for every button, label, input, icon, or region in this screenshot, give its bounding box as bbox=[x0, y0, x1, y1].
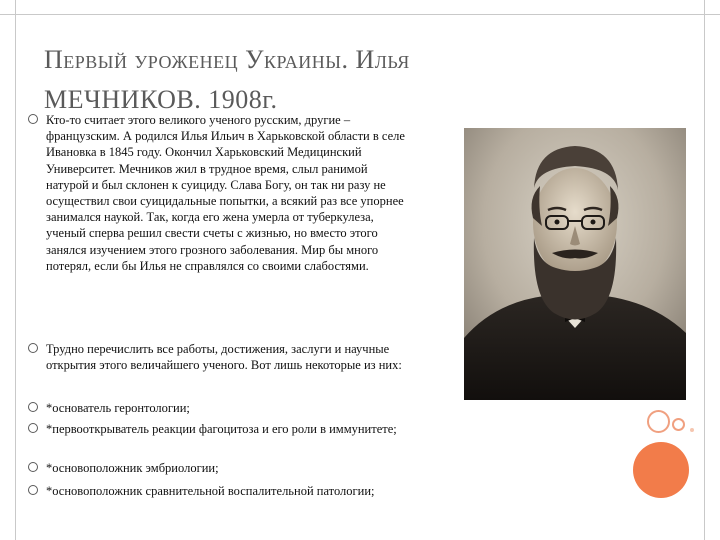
bullet-circle-icon bbox=[28, 114, 38, 124]
portrait-image bbox=[464, 128, 686, 400]
bullet-circle-icon bbox=[28, 343, 38, 353]
bullet-circle-icon bbox=[28, 485, 38, 495]
bullet-circle-icon bbox=[28, 462, 38, 472]
frame-line-right bbox=[704, 0, 705, 540]
bullet-circle-icon bbox=[28, 423, 38, 433]
decor-circle-ring bbox=[647, 410, 670, 433]
decor-circle-dot bbox=[690, 428, 694, 432]
slide-title-line1: Первый уроженец Украины. Илья bbox=[44, 45, 410, 74]
bullet-circle-icon bbox=[28, 402, 38, 412]
portrait-photo bbox=[464, 128, 686, 400]
decor-circle-ring-small bbox=[672, 418, 685, 431]
bullet-text: *основоположник эмбриологии; bbox=[46, 461, 219, 475]
bullet-text: Кто-то считает этого великого ученого русским, другие – французским. А родился Илья Ильич в Харьковской области в селе Ивановка в 1845 году. Окончил Харьковский Медицинский Университет. Мечников жил в трудное время, слыл ранимой натурой и был склонен к суициду. Слава Богу, он так ни разу не осуществил свои суицидальные попытки, а всякий раз все упорнее занимался наукой. Так, когда его жена умерла от туберкулеза, ученый сперва решил свести счеты с жизнью, но вместо этого занялся изучением этого грозного заболевания. Мир бы много потерял, если бы Илья не справлялся со своими слабостями. bbox=[46, 113, 405, 273]
bullet-text: *основатель геронтологии; bbox=[46, 401, 190, 415]
slide-title bbox=[44, 40, 564, 120]
bullet-text: *основоположник сравнительной воспалительной патологии; bbox=[46, 484, 375, 498]
frame-line-left bbox=[15, 0, 16, 540]
bullet-text: *первооткрыватель реакции фагоцитоза и его роли в иммунитете; bbox=[46, 422, 397, 436]
bullet-text: Трудно перечислить все работы, достижения, заслуги и научные открытия этого величайшего ученого. Вот лишь некоторые из них: bbox=[46, 342, 402, 373]
decor-circle-orange bbox=[633, 442, 689, 498]
slide-title-line2: МЕЧНИКОВ. 1908г. bbox=[44, 85, 278, 114]
frame-line-top bbox=[0, 14, 720, 15]
